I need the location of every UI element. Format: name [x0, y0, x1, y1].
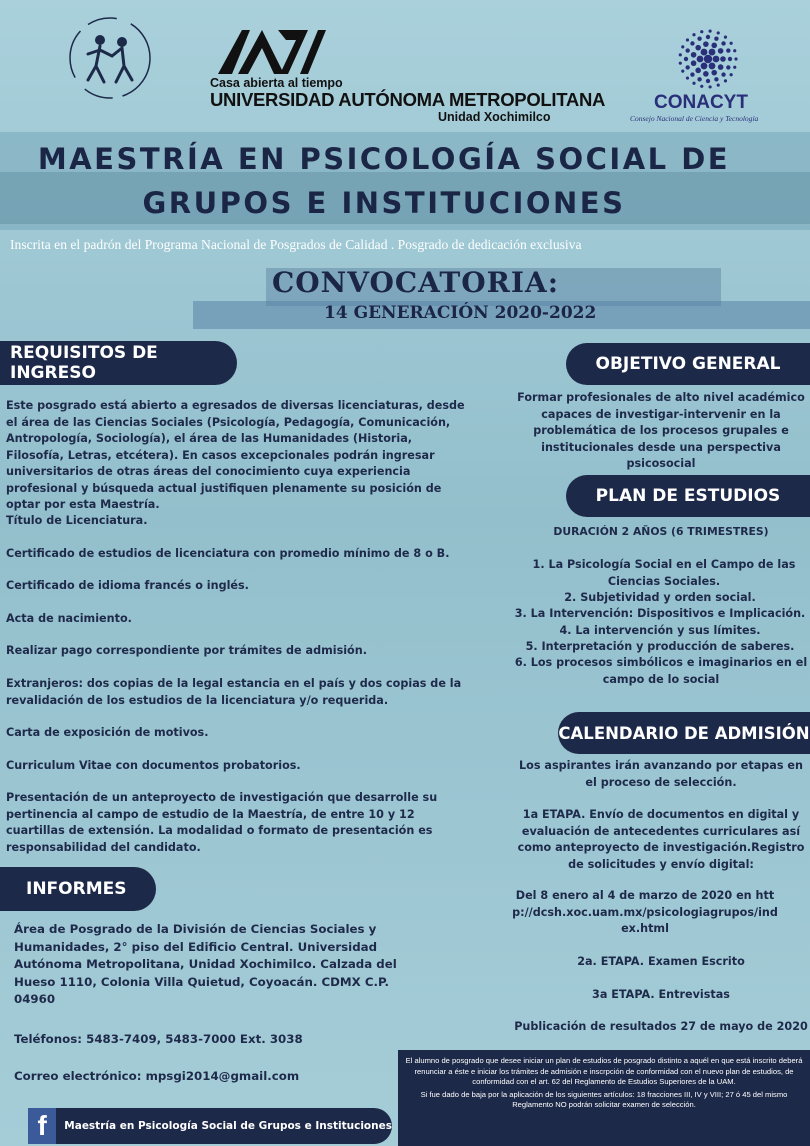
requisito-item: Extranjeros: dos copias de la legal estancia en el país y dos copias de la revalidación de los estudios de la licenciatura y/o requerida.	[6, 677, 462, 707]
conacyt-name: CONACYT	[654, 92, 748, 113]
requisito-item: Certificado de idioma francés o inglés.	[6, 579, 249, 592]
plan-item: 4. La intervención y sus límites.	[559, 624, 761, 637]
calendario-heading: CALENDARIO DE ADMISIÓN	[558, 712, 810, 754]
informes-correo: Correo electrónico: mpsgi2014@gmail.com	[14, 1069, 300, 1083]
conacyt-dots-icon	[676, 28, 740, 90]
requisito-item: Realizar pago correspondiente por trámites de admisión.	[6, 644, 367, 657]
calendario-etapa-1: 1a ETAPA. Envío de documentos en digital y evaluación de antecedentes curriculares así como anteproyecto de investigación.Registro de solicitudes y envío digital:	[517, 808, 805, 871]
plan-item: 2. Subjetividad y orden social.	[564, 591, 756, 604]
plan-item: 3. La Intervención: Dispositivos e Implicación.	[514, 607, 806, 620]
title-line-2: GRUPOS E INSTITUCIONES	[142, 186, 626, 220]
calendario-etapa-2: 2a. ETAPA. Examen Escrito	[577, 955, 745, 968]
objetivo-text: Formar profesionales de alto nivel académico capaces de investigar-intervenir en la problemática de los procesos grupales e institucionales desde una perspectiva psicosocial	[517, 391, 805, 470]
nota-box	[398, 1050, 810, 1146]
requisito-item: Acta de nacimiento.	[6, 612, 132, 625]
plan-heading: PLAN DE ESTUDIOS	[566, 475, 810, 517]
uam-unit: Unidad Xochimilco	[438, 110, 551, 124]
subtitle: Inscrita en el padrón del Programa Nacional de Posgrados de Calidad . Posgrado de dedicación exclusiva	[10, 237, 582, 252]
title-line-1: MAESTRÍA EN PSICOLOGÍA SOCIAL DE	[37, 142, 731, 176]
uam-tagline: Casa abierta al tiempo	[210, 76, 343, 90]
plan-duracion: DURACIÓN 2 AÑOS (6 TRIMESTRES)	[553, 525, 769, 538]
requisitos-intro: Este posgrado está abierto a egresados de diversas licenciaturas, desde el área de las Ciencias Sociales (Psicología, Pedagogía, Comunicación, Antropología, Sociología), el área de las Humanidades (Historia, Filosofía, Letras, etcétera). En casos excepcionales podrán ingresar universitarios de otras áreas del conocimiento cuya experiencia profesional y búsqueda actual justifiquen plenamente su posición de optar por esta Maestría.	[6, 399, 465, 511]
nota-p1: El alumno de posgrado que desee iniciar un plan de estudios de posgrado distinto a aquél en que está inscrito deberá renunciar a éste e iniciar los trámites de admisión e inscrpción de conformidad con el nuevo plan de estudios, de conformidad con el art. 62 del Reglamento de Estudios Superiores de la UAM.	[405, 1056, 803, 1087]
requisito-item: Presentación de un anteproyecto de investigación que desarrolle su pertinencia al campo de estudio de la Maestría, de entre 10 y 12 cuartillas de extensión. La modalidad o formato de presentación es responsabilidad del candidato.	[6, 791, 438, 854]
informes-address: Área de Posgrado de la División de Ciencias Sociales y Humanidades, 2° piso del Edificio Central. Universidad Autónoma Metropolitana, Unidad Xochimilco. Calzada del Hueso 1110, Colonia Villa Quietud, Coyoacán. CDMX C.P. 04960	[14, 922, 397, 1006]
conacyt-subtitle: Consejo Nacional de Ciencia y Tecnología	[630, 114, 759, 123]
conacyt-logo	[624, 28, 800, 128]
informes-heading: INFORMES	[0, 867, 156, 911]
uam-name: UNIVERSIDAD AUTÓNOMA METROPOLITANA	[210, 89, 606, 110]
facebook-bar[interactable]	[28, 1108, 392, 1144]
calendario-intro: Los aspirantes irán avanzando por etapas en el proceso de selección.	[519, 759, 803, 789]
facebook-label: Maestría en Psicología Social de Grupos e Instituciones	[64, 1120, 392, 1132]
convocatoria-heading: CONVOCATORIA:	[272, 266, 560, 299]
requisitos-heading: REQUISITOS DE INGRESO	[0, 341, 237, 385]
calendario-fechas: Del 8 enero al 4 de marzo de 2020 en http://dcsh.xoc.uam.mx/psicologiagrupos/index.html	[512, 889, 778, 935]
uam-logo	[210, 28, 606, 128]
plan-item: 6. Los procesos simbólicos e imaginarios en el campo de lo social	[514, 656, 808, 686]
plan-item: 5. Interpretación y producción de saberes.	[525, 640, 795, 653]
dancers-icon	[66, 14, 154, 102]
uam-emblem-icon	[218, 28, 328, 76]
plan-item: 1. La Psicología Social en el Campo de las Ciencias Sociales.	[532, 558, 796, 588]
nota-p2: Si fue dado de baja por la aplicación de los siguientes artículos: 18 fracciones III, IV y VIII; 27 ó 45 del mismo Reglamento NO podrán solicitar examen de selección.	[420, 1089, 788, 1110]
facebook-icon: f	[28, 1108, 56, 1144]
requisito-item: Curriculum Vitae con documentos probatorios.	[6, 759, 301, 772]
generacion-heading: 14 GENERACIÓN 2020-2022	[324, 303, 597, 323]
requisito-item: Título de Licenciatura.	[6, 514, 148, 527]
requisito-item: Certificado de estudios de licenciatura con promedio mínimo de 8 o B.	[6, 547, 450, 560]
objetivo-heading: OBJETIVO GENERAL	[566, 343, 810, 385]
calendario-publicacion: Publicación de resultados 27 de mayo de 2020	[514, 1020, 808, 1033]
informes-telefonos: Teléfonos: 5483-7409, 5483-7000 Ext. 3038	[14, 1032, 303, 1046]
psychology-logo	[66, 14, 154, 102]
calendario-etapa-3: 3a ETAPA. Entrevistas	[592, 988, 730, 1001]
requisito-item: Carta de exposición de motivos.	[6, 726, 209, 739]
